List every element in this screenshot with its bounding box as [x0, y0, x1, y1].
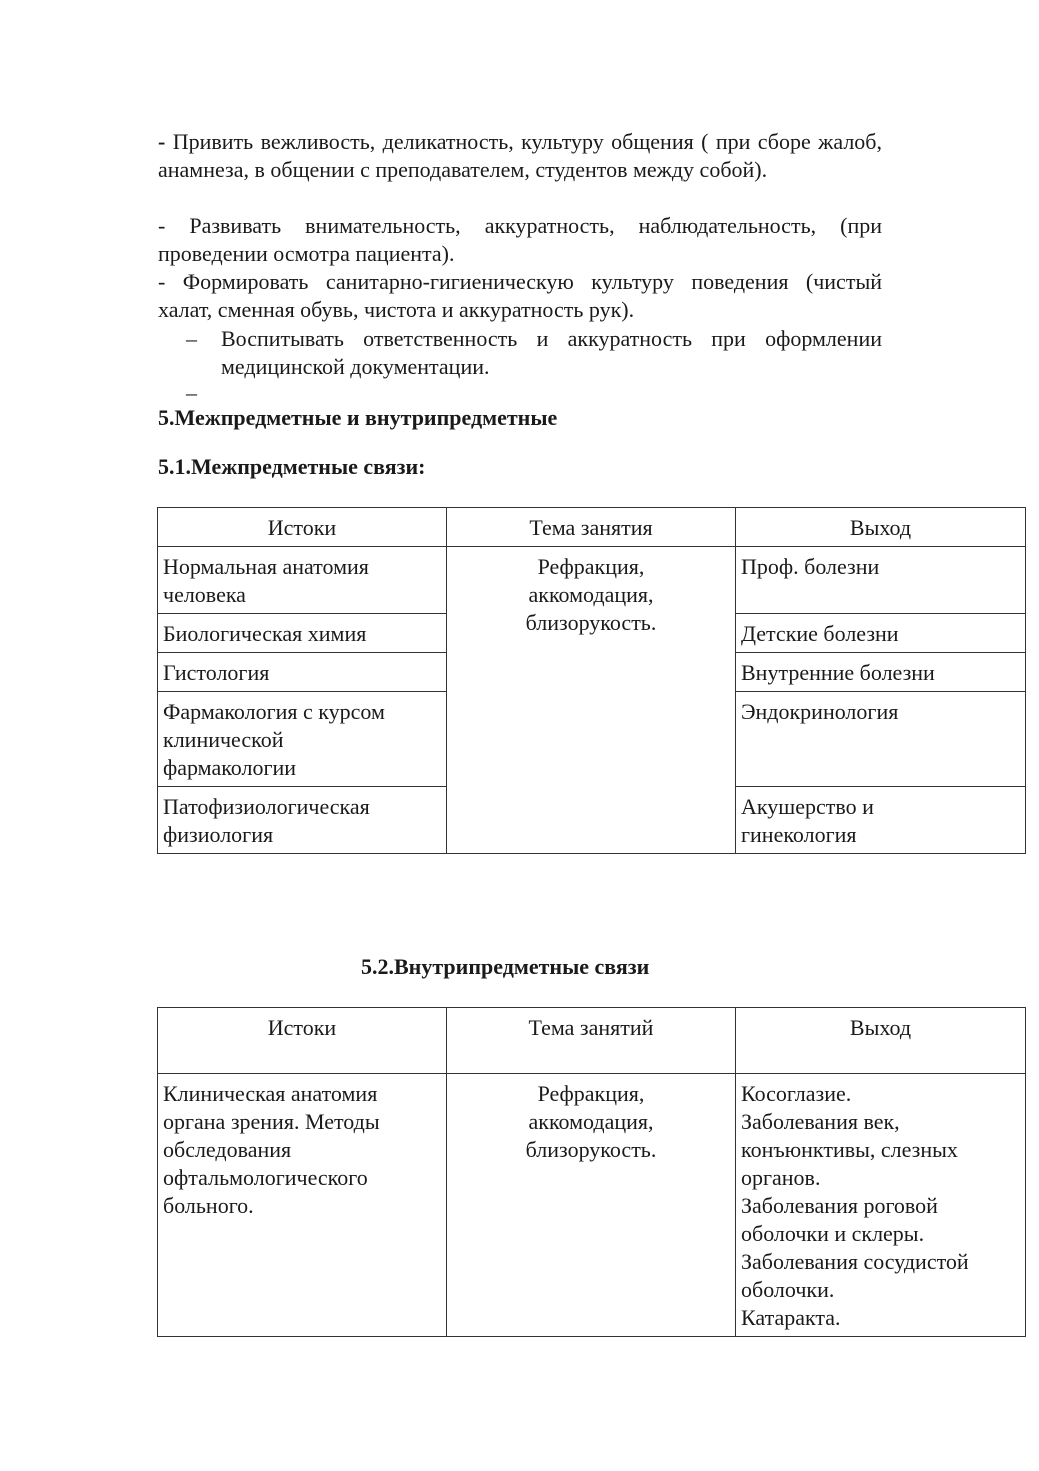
header-output: Выход [736, 1008, 1026, 1074]
header-sources: Истоки [158, 1008, 447, 1074]
objective-bullet-1 [186, 325, 882, 381]
output-cell: Эндокринология [736, 692, 1026, 787]
bullet-text: Воспитывать ответственность и аккуратность при оформлении медицинской документации. [221, 326, 882, 379]
source-cell: Патофизиологическая физиология [158, 787, 447, 854]
output-cell [736, 1074, 1026, 1337]
output-cell: Детские болезни [736, 614, 1026, 653]
output-item: Катаракта. [741, 1305, 841, 1330]
table-row [158, 1074, 1026, 1337]
source-cell: Нормальная анатомия человека [158, 547, 447, 614]
bullet-dash: – [186, 326, 197, 351]
output-item: Заболевания роговой оболочки и склеры. [741, 1193, 938, 1246]
objective-dash: - [158, 129, 166, 154]
output-item: Косоглазие. [741, 1081, 852, 1106]
section-5-title: 5.Межпредметные и внутрипредметные [158, 405, 558, 430]
topic-text: Рефракция, аккомодация, близорукость. [525, 554, 657, 635]
source-cell: Фармакология с курсом клинической фармакологии [158, 692, 447, 787]
table-row [158, 547, 1026, 614]
source-cell: Клиническая анатомия органа зрения. Методы обследования офтальмологического больного. [158, 1074, 447, 1337]
header-output: Выход [736, 508, 1026, 547]
topic-text: Рефракция, аккомодация, близорукость. [525, 1081, 657, 1162]
output-item: Заболевания сосудистой оболочки. [741, 1249, 969, 1302]
topic-cell [447, 547, 736, 854]
intradisciplinary-table [157, 1007, 1026, 1337]
objective-paragraph-1 [158, 128, 882, 184]
output-item: Заболевания век, конъюнктивы, слезных органов. [741, 1109, 958, 1190]
header-topic: Тема занятий [447, 1008, 736, 1074]
table-header-row [158, 1008, 1026, 1074]
objective-text-1: Привить вежливость, деликатность, культуру общения ( при сборе жалоб, анамнеза, в общении с преподавателем, студентов между собой). [158, 129, 882, 182]
header-sources: Истоки [158, 508, 447, 547]
source-cell: Гистология [158, 653, 447, 692]
output-cell: Внутренние болезни [736, 653, 1026, 692]
objective-paragraph-2: - Развивать внимательность, аккуратность, наблюдательность, (при проведении осмотра пациента). [158, 213, 882, 266]
interdisciplinary-table [157, 507, 1026, 854]
source-cell: Биологическая химия [158, 614, 447, 653]
header-topic: Тема занятия [447, 508, 736, 547]
bullet-dash: – [186, 380, 197, 405]
output-cell: Проф. болезни [736, 547, 1026, 614]
section-5-1-title: 5.1.Межпредметные связи: [158, 454, 426, 479]
output-cell: Акушерство и гинекология [736, 787, 1026, 854]
section-5-2-title: 5.2.Внутрипредметные связи [361, 954, 650, 979]
table-header-row [158, 508, 1026, 547]
objective-paragraph-3: - Формировать санитарно-гигиеническую культуру поведения (чистый халат, сменная обувь, чистота и аккуратность рук). [158, 269, 882, 322]
topic-cell [447, 1074, 736, 1337]
